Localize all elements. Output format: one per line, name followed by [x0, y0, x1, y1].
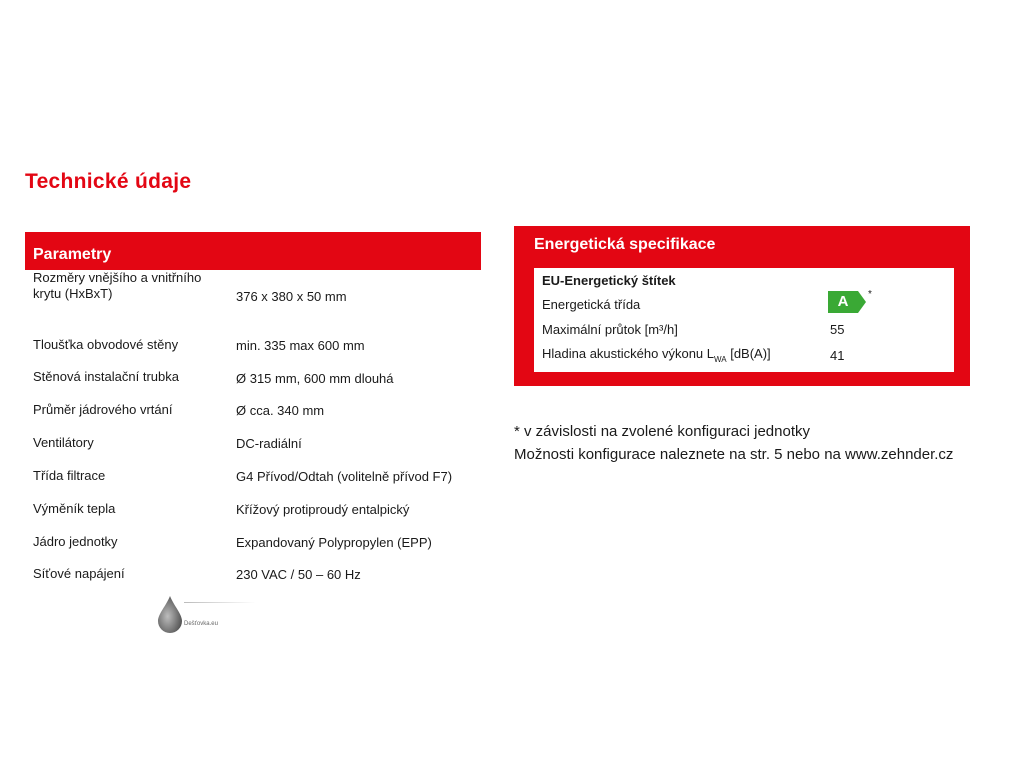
param-label: Jádro jednotky	[33, 534, 118, 549]
sound-power-label	[542, 346, 771, 364]
water-drop-icon	[158, 594, 258, 634]
energy-label-panel	[534, 268, 954, 372]
energy-class-badge	[828, 291, 866, 313]
param-value: DC-radiální	[236, 436, 302, 451]
param-label: Třída filtrace	[33, 468, 106, 483]
energy-class-label: Energetická třída	[542, 297, 641, 312]
param-label: Stěnová instalační trubka	[33, 369, 179, 384]
max-flow-value: 55	[830, 322, 845, 337]
param-value: Expandovaný Polypropylen (EPP)	[236, 535, 432, 550]
param-value: Ø 315 mm, 600 mm dlouhá	[236, 371, 394, 386]
param-value: min. 335 max 600 mm	[236, 338, 365, 353]
param-value: Křížový protiproudý entalpický	[236, 502, 410, 517]
parameters-header-label: Parametry	[33, 246, 112, 263]
energy-class-value: A	[837, 293, 849, 310]
param-label: Výměník tepla	[33, 501, 116, 516]
param-value: 376 x 380 x 50 mm	[236, 289, 347, 304]
config-note-text: Možnosti konfigurace naleznete na str. 5 nebo na www.zehnder.cz	[514, 446, 954, 463]
sound-power-value: 41	[830, 348, 845, 363]
param-label: Síťové napájení	[33, 566, 125, 581]
energy-spec-title: Energetická specifikace	[534, 236, 716, 253]
sound-label-subscript: WA	[714, 355, 727, 364]
watermark	[158, 594, 258, 634]
max-flow-label: Maximální průtok [m³/h]	[542, 322, 678, 337]
watermark-text: Dešťovka.eu	[184, 621, 218, 627]
param-label: Rozměry vnějšího a vnitřního krytu (HxBxT)	[33, 270, 202, 301]
param-value: 230 VAC / 50 – 60 Hz	[236, 567, 361, 582]
energy-spec-box	[514, 226, 970, 386]
energy-label-header: EU-Energetický štítek	[542, 273, 676, 288]
sound-label-text: Hladina akustického výkonu L	[542, 346, 714, 361]
param-label: Tloušťka obvodové stěny	[33, 337, 179, 352]
param-label: Ventilátory	[33, 435, 94, 450]
param-label: Průměr jádrového vrtání	[33, 402, 173, 417]
footnote-marker: *	[868, 289, 872, 300]
param-value: Ø cca. 340 mm	[236, 403, 325, 418]
param-value: G4 Přívod/Odtah (volitelně přívod F7)	[236, 469, 453, 484]
parameters-header	[25, 232, 481, 270]
footnote-text: * v závislosti na zvolené konfiguraci jednotky	[514, 423, 810, 440]
sound-label-unit: [dB(A)]	[726, 346, 771, 361]
page-title: Technické údaje	[25, 170, 192, 193]
